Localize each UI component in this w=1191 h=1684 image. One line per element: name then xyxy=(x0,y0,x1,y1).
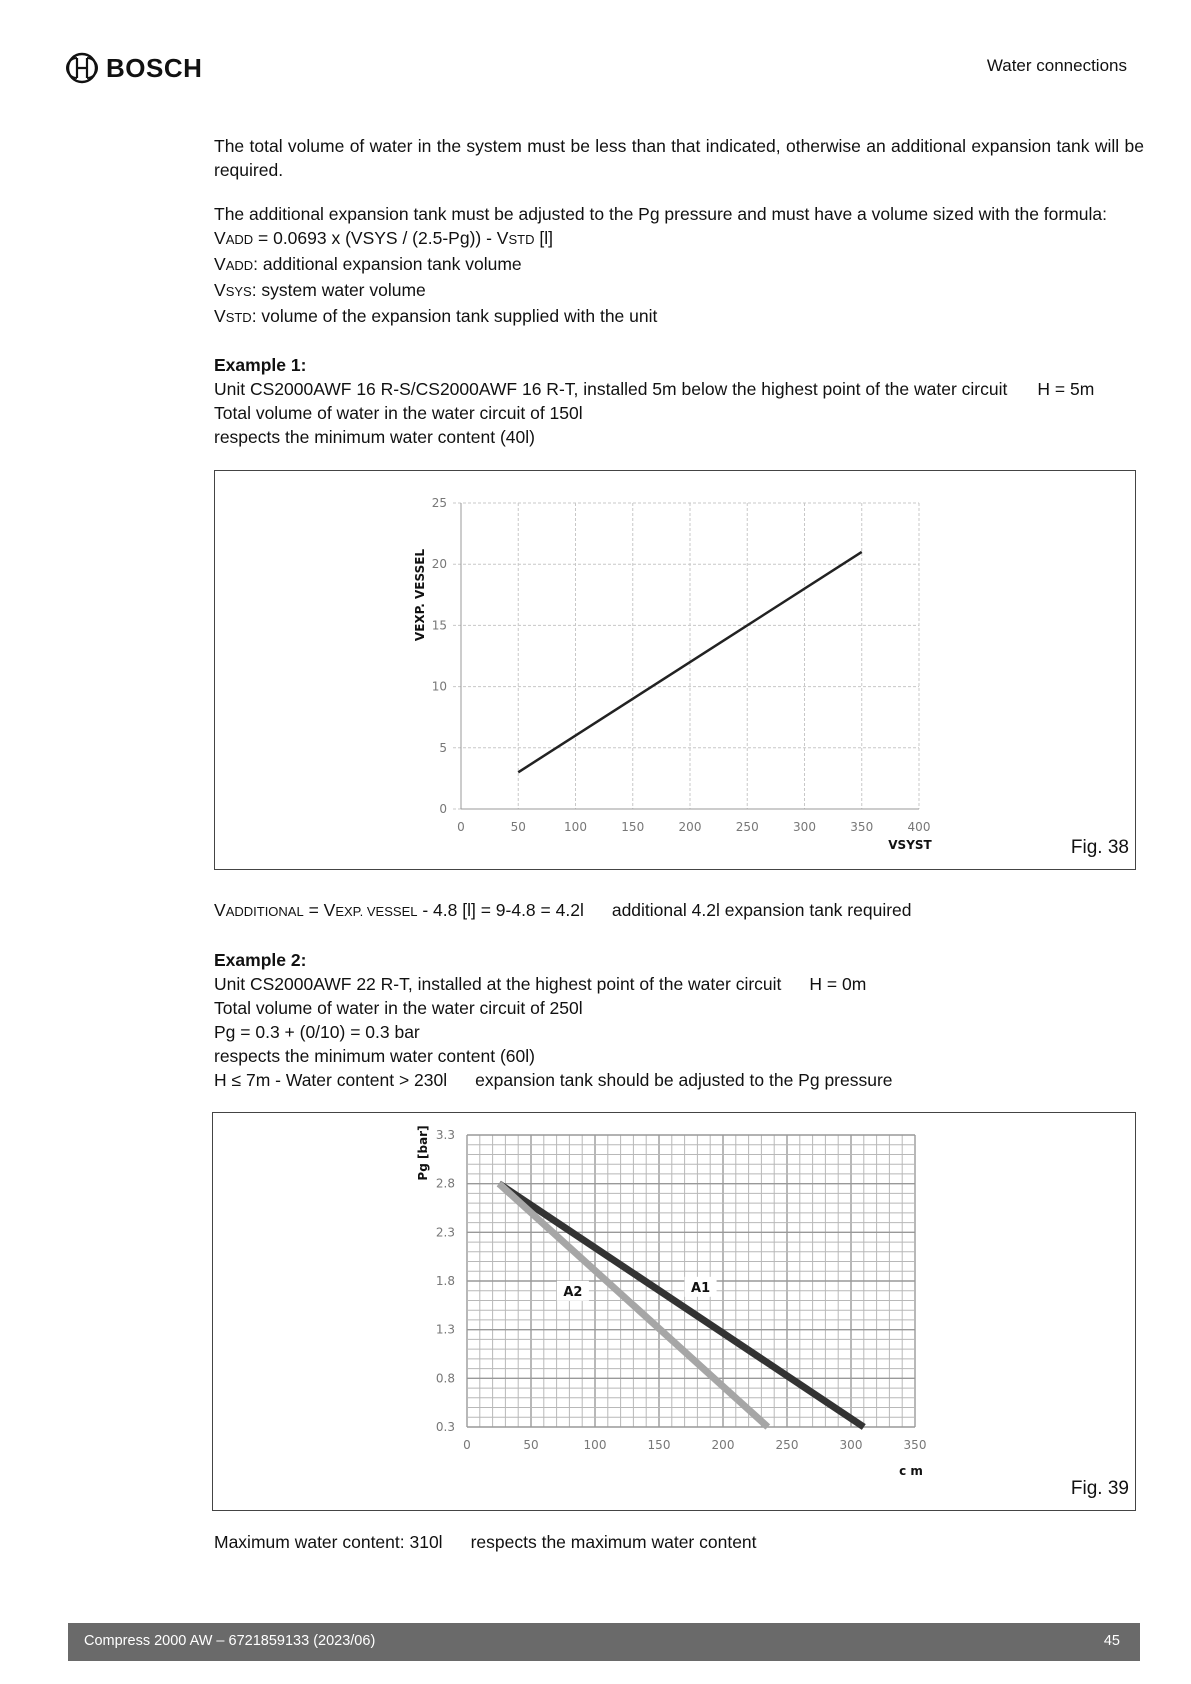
fig-39-xtick: 250 xyxy=(775,1438,799,1452)
example-2 xyxy=(214,948,1144,1092)
page-number: 45 xyxy=(1103,1633,1120,1649)
formula-intro: The additional expansion tank must be adjusted to the Pg pressure and must have a volume sized with the formula: xyxy=(214,204,1108,224)
fig-38-xtick: 300 xyxy=(793,820,816,834)
fig-39-xtick: 50 xyxy=(523,1438,539,1452)
fig-39-xlabel: c m xyxy=(899,1464,923,1478)
example-2-heading: Example 2: xyxy=(214,950,307,970)
section-title: Water connections xyxy=(986,56,1127,75)
fig-39-series-a1 xyxy=(499,1184,864,1427)
example-2-result-note: respects the maximum water content xyxy=(470,1532,757,1552)
brand-name: BOSCH xyxy=(106,52,203,83)
fig-38-xtick: 150 xyxy=(621,820,645,834)
fig-39-ylabel: Pg [bar] xyxy=(416,1125,430,1181)
fig-39-xtick: 150 xyxy=(647,1438,671,1452)
fig-38-label: Fig. 38 xyxy=(1070,837,1129,858)
def-vadd: VADD: additional expansion tank volume xyxy=(214,254,522,274)
fig-39-xtick: 0 xyxy=(463,1438,471,1452)
fig-38-ylabel: VEXP. VESSEL xyxy=(413,548,427,642)
example-2-line-1: Unit CS2000AWF 22 R-T, installed at the highest point of the water circuit H = 0m xyxy=(214,974,867,994)
bosch-armature-icon xyxy=(66,52,98,84)
fig-39-series-label: A2 xyxy=(563,1284,583,1300)
def-vstd: VSTD: volume of the expansion tank supplied with the unit xyxy=(214,306,658,326)
example-1-line-1: Unit CS2000AWF 16 R-S/CS2000AWF 16 R-T, installed 5m below the highest point of the water circuit H = 5m xyxy=(214,379,1095,399)
fig-39-xtick: 200 xyxy=(711,1438,735,1452)
fig-38-xtick: 400 xyxy=(907,820,931,834)
example-2-result: Maximum water content: 310l respects the maximum water content xyxy=(214,1532,757,1552)
fig-39-xtick: 300 xyxy=(839,1438,863,1452)
figure-38 xyxy=(214,470,1136,870)
brand-logo xyxy=(66,52,202,84)
fig-38-ytick: 0 xyxy=(439,802,447,816)
fig-38-xtick: 250 xyxy=(735,820,759,834)
fig-39-ytick: 2.8 xyxy=(435,1176,455,1191)
fig-38-ytick: 20 xyxy=(431,557,447,572)
example-2-line-4: respects the minimum water content (60l) xyxy=(214,1046,535,1066)
example-1-result: VADDITIONAL = VEXP. VESSEL - 4.8 [l] = 9-4.8 = 4.2l additional 4.2l expansion tank required xyxy=(214,900,912,920)
fig-39-ytick: 0.3 xyxy=(435,1420,455,1434)
fig-38-chart xyxy=(215,471,1135,869)
def-vsys: VSYS: system water volume xyxy=(214,280,426,300)
intro-paragraph-1: The total volume of water in the system must be less than that indicated, otherwise an additional expansion tank will be required. xyxy=(214,136,1144,180)
fig-39-ytick: 2.3 xyxy=(435,1225,455,1240)
formula: VADD = 0.0693 x (VSYS / (2.5-Pg)) - VSTD [l] xyxy=(214,228,553,248)
fig-39-chart xyxy=(213,1113,1135,1510)
example-1-heading: Example 1: xyxy=(214,355,307,375)
formula-block xyxy=(214,202,1144,330)
fig-38-ytick: 5 xyxy=(439,740,447,755)
fig-38-xtick: 0 xyxy=(457,820,465,834)
fig-39-xtick: 350 xyxy=(903,1438,927,1452)
fig-39-ytick: 1.8 xyxy=(435,1274,455,1288)
example-2-line-3: Pg = 0.3 + (0/10) = 0.3 bar xyxy=(214,1022,420,1042)
example-1-result-note: additional 4.2l expansion tank required xyxy=(611,900,912,920)
fig-38-ytick: 25 xyxy=(431,496,447,510)
fig-39-label: Fig. 39 xyxy=(1070,1478,1129,1499)
fig-38-xtick: 100 xyxy=(564,820,587,834)
example-1 xyxy=(214,353,1144,449)
fig-38-ytick: 10 xyxy=(431,679,447,694)
example-1-line-2: Total volume of water in the water circuit of 150l xyxy=(214,403,583,423)
footer-doc-id: Compress 2000 AW – 6721859133 (2023/06) xyxy=(84,1633,376,1649)
example-1-line-3: respects the minimum water content (40l) xyxy=(214,427,535,447)
fig-39-ytick: 3.3 xyxy=(435,1128,455,1142)
fig-38-ytick: 15 xyxy=(431,618,447,633)
fig-38-xtick: 350 xyxy=(850,820,874,834)
example-2-line-2: Total volume of water in the water circuit of 250l xyxy=(214,998,583,1018)
fig-39-ytick: 0.8 xyxy=(435,1371,455,1386)
fig-39-series-label: A1 xyxy=(691,1280,711,1296)
example-2-line-5: H ≤ 7m - Water content > 230l expansion tank should be adjusted to the Pg pressure xyxy=(214,1070,893,1090)
fig-39-xtick: 100 xyxy=(583,1438,607,1452)
figure-39 xyxy=(212,1112,1136,1511)
fig-38-xtick: 200 xyxy=(678,820,702,834)
fig-39-ytick: 1.3 xyxy=(435,1322,455,1337)
fig-38-xtick: 50 xyxy=(510,820,526,834)
page-footer xyxy=(68,1623,1140,1661)
fig-38-xlabel: VSYST xyxy=(888,838,932,852)
